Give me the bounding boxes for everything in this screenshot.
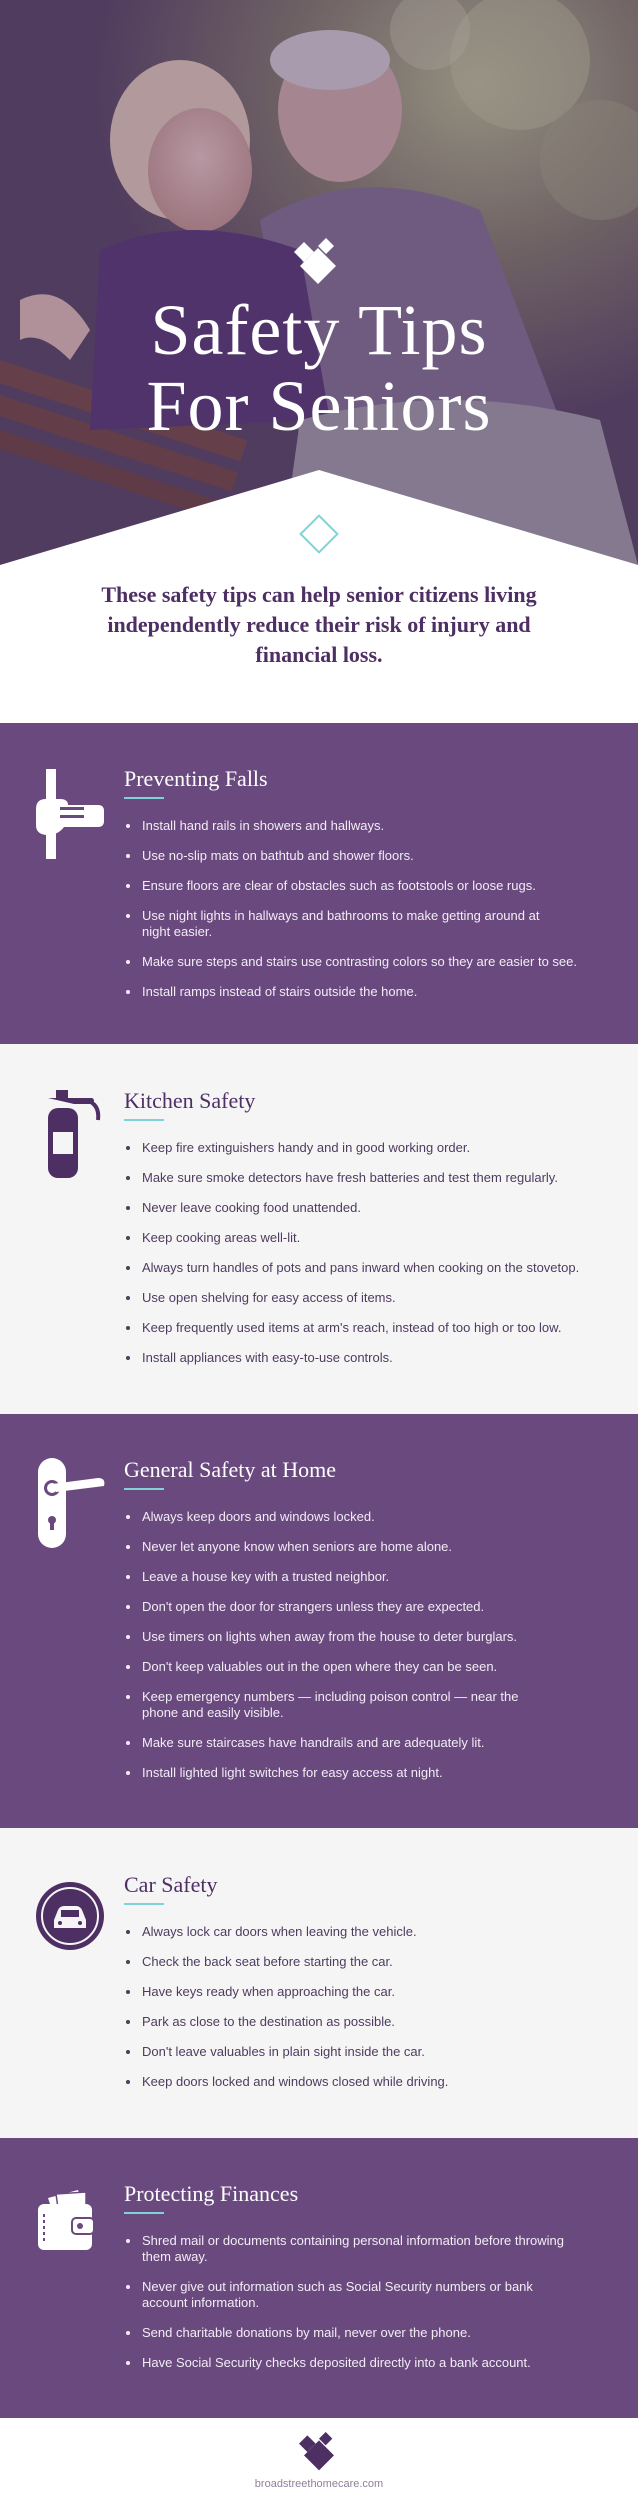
section-general-safety (0, 1414, 638, 1828)
section-preventing-falls (0, 723, 638, 1044)
list-item: Use timers on lights when away from the house to deter burglars. (124, 1629, 604, 1645)
section-title: General Safety at Home (124, 1457, 336, 1482)
list-item: Have Social Security checks deposited directly into a bank account. (124, 2355, 604, 2371)
list-item: Install ramps instead of stairs outside the home. (124, 984, 604, 1000)
car-icon (34, 1874, 108, 1964)
footer-website-link[interactable]: broadstreethomecare.com (254, 2478, 384, 2490)
fire-extinguisher-icon (34, 1090, 108, 1180)
section-car-safety (0, 1828, 638, 2138)
list-item: Make sure staircases have handrails and are adequately lit. (124, 1735, 604, 1751)
title-underline (124, 1488, 164, 1490)
title-underline (124, 2212, 164, 2214)
list-item: Never let anyone know when seniors are home alone. (124, 1539, 604, 1555)
list-item: Always keep doors and windows locked. (124, 1509, 604, 1525)
list-item: Use night lights in hallways and bathrooms to make getting around at night easier. (124, 908, 554, 940)
section-title: Preventing Falls (124, 766, 268, 791)
list-item: Ensure floors are clear of obstacles such as footstools or loose rugs. (124, 878, 604, 894)
hero-banner (0, 0, 638, 565)
door-handle-icon (34, 1458, 108, 1548)
list-item: Use open shelving for easy access of items. (124, 1290, 604, 1306)
list-item: Always lock car doors when leaving the vehicle. (124, 1924, 604, 1940)
list-item: Keep frequently used items at arm's reach, instead of too high or too low. (124, 1320, 604, 1336)
section-kitchen-safety (0, 1044, 638, 1414)
list-item: Leave a house key with a trusted neighbor. (124, 1569, 604, 1585)
wallet-icon (34, 2184, 108, 2274)
list-item: Park as close to the destination as possible. (124, 2014, 604, 2030)
list-item: Make sure smoke detectors have fresh batteries and test them regularly. (124, 1170, 604, 1186)
list-item: Keep cooking areas well-lit. (124, 1230, 604, 1246)
section-title: Kitchen Safety (124, 1088, 256, 1113)
list-item: Keep doors locked and windows closed while driving. (124, 2074, 604, 2090)
list-item: Never leave cooking food unattended. (124, 1200, 604, 1216)
tips-list (124, 1924, 604, 2104)
section-title: Protecting Finances (124, 2181, 299, 2206)
list-item: Keep fire extinguishers handy and in good working order. (124, 1140, 604, 1156)
tips-list (124, 818, 604, 1014)
tips-list (124, 1140, 604, 1380)
tips-list (124, 1509, 604, 1795)
section-title: Car Safety (124, 1872, 218, 1897)
title-line-2: For Seniors (146, 366, 492, 446)
list-item: Have keys ready when approaching the car. (124, 1984, 604, 2000)
list-item: Shred mail or documents containing personal information before throwing them away. (124, 2233, 564, 2265)
title-line-1: Safety Tips (150, 290, 488, 370)
list-item: Send charitable donations by mail, never over the phone. (124, 2325, 604, 2341)
list-item: Install appliances with easy-to-use controls. (124, 1350, 604, 1366)
list-item: Don't open the door for strangers unless they are expected. (124, 1599, 604, 1615)
list-item: Don't leave valuables in plain sight inside the car. (124, 2044, 604, 2060)
title-underline (124, 797, 164, 799)
list-item: Always turn handles of pots and pans inward when cooking on the stovetop. (124, 1260, 604, 1276)
list-item: Install hand rails in showers and hallways. (124, 818, 604, 834)
hand-rail-icon (34, 769, 108, 859)
tips-list (124, 2233, 604, 2385)
footer (0, 2418, 638, 2500)
list-item: Make sure steps and stairs use contrasting colors so they are easier to see. (124, 954, 604, 970)
list-item: Never give out information such as Social Security numbers or bank account information. (124, 2279, 564, 2311)
list-item: Install lighted light switches for easy access at night. (124, 1765, 604, 1781)
list-item: Check the back seat before starting the car. (124, 1954, 604, 1970)
intro-text: These safety tips can help senior citizens living independently reduce their risk of injury and financial loss. (101, 582, 537, 667)
title-underline (124, 1903, 164, 1905)
section-protecting-finances (0, 2138, 638, 2418)
list-item: Don't keep valuables out in the open where they can be seen. (124, 1659, 604, 1675)
white-chevron-divider (0, 0, 638, 565)
diamond-heart-logo-icon (295, 2432, 343, 2472)
list-item: Keep emergency numbers — including poison control — near the phone and easily visible. (124, 1689, 544, 1721)
list-item: Use no-slip mats on bathtub and shower floors. (124, 848, 604, 864)
title-underline (124, 1119, 164, 1121)
